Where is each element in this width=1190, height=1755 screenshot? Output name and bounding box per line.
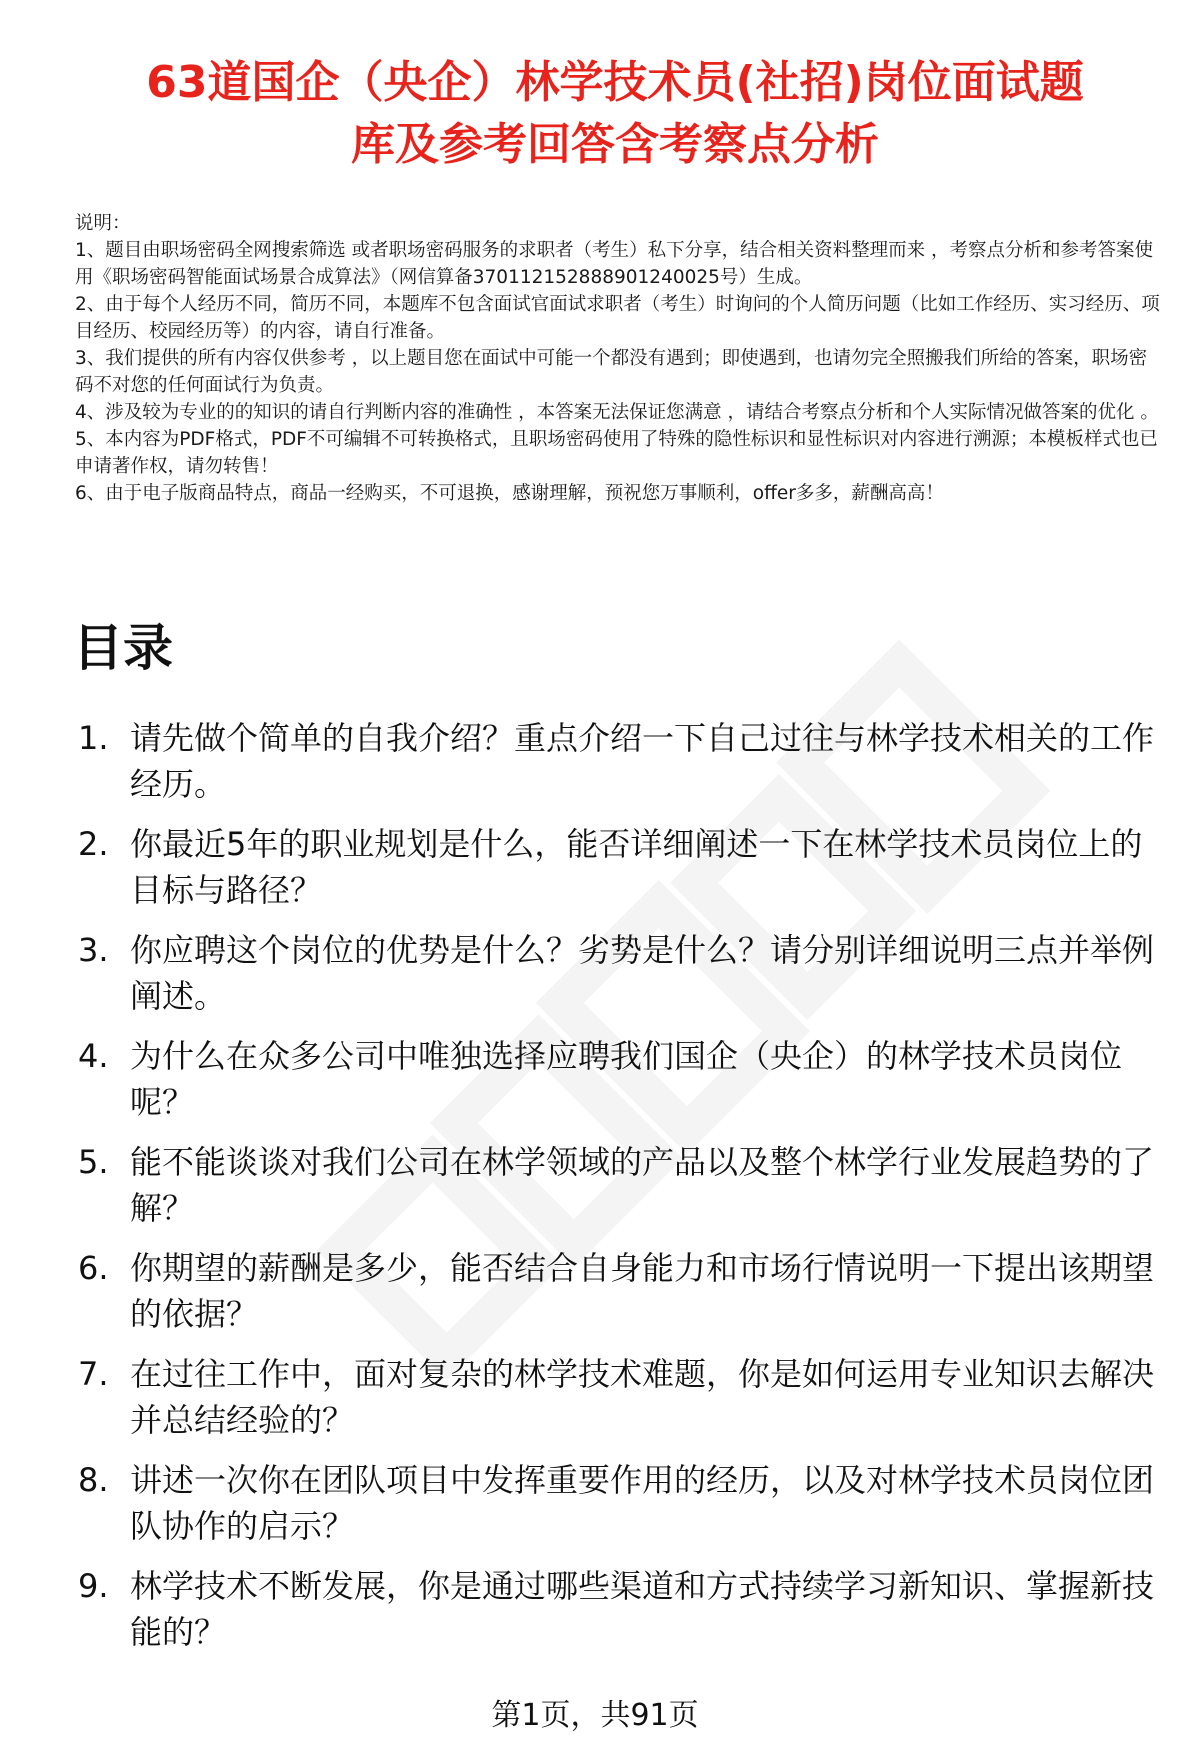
toc-item[interactable] <box>78 1139 1168 1231</box>
page-number: 第1页，共91页 <box>491 1698 699 1733</box>
toc-item-text: 讲述一次你在团队项目中发挥重要作用的经历，以及对林学技术员岗位团队协作的启示？ <box>130 1461 1155 1545</box>
toc-item-number: 2. <box>78 825 109 863</box>
toc-item[interactable] <box>78 1457 1168 1549</box>
note-item: 4、涉及较为专业的的知识的请自行判断内容的准确性 ，本答案无法保证您满意 ，请结合考察点分析和个人实际情况做答案的优化 。 <box>75 402 1159 423</box>
title-line-2: 库及参考回答含考察点分析 <box>351 119 879 170</box>
note-item: 5、本内容为PDF格式，PDF不可编辑不可转换格式，且职场密码使用了特殊的隐性标识和显性标识对内容进行溯源；本模板样式也已申请著作权，请勿转售！ <box>75 429 1158 477</box>
toc-item[interactable] <box>78 715 1168 807</box>
note-item: 3、我们提供的所有内容仅供参考 ，以上题目您在面试中可能一个都没有遇到；即使遇到，也请勿完全照搬我们所给的答案，职场密码不对您的任何面试行为负责。 <box>75 348 1148 396</box>
document-title <box>60 52 1170 176</box>
toc-list <box>78 715 1168 1669</box>
toc-item[interactable] <box>78 821 1168 913</box>
toc-item-number: 7. <box>78 1355 109 1393</box>
toc-item-text: 能不能谈谈对我们公司在林学领域的产品以及整个林学行业发展趋势的了解？ <box>130 1143 1155 1227</box>
toc-heading: 目录 <box>73 619 173 677</box>
toc-item[interactable] <box>78 927 1168 1019</box>
notes-section <box>75 210 1160 507</box>
toc-item-text: 林学技术不断发展，你是通过哪些渠道和方式持续学习新知识、掌握新技能的？ <box>130 1567 1155 1651</box>
toc-item-text: 请先做个简单的自我介绍？重点介绍一下自己过往与林学技术相关的工作经历。 <box>130 719 1155 803</box>
toc-item[interactable] <box>78 1563 1168 1655</box>
toc-item-text: 你期望的薪酬是多少，能否结合自身能力和市场行情说明一下提出该期望的依据？ <box>130 1249 1155 1333</box>
toc-item-number: 5. <box>78 1143 109 1181</box>
toc-item-number: 6. <box>78 1249 109 1287</box>
toc-item-number: 3. <box>78 931 109 969</box>
note-item: 1、题目由职场密码全网搜索筛选 或者职场密码服务的求职者（考生）私下分享，结合相关资料整理而来 ，考察点分析和参考答案使用《职场密码智能面试场景合成算法》（网信算备370112152888901240025号）生成。 <box>75 240 1154 288</box>
toc-item-text: 你最近5年的职业规划是什么，能否详细阐述一下在林学技术员岗位上的目标与路径？ <box>130 825 1143 909</box>
toc-item-text: 你应聘这个岗位的优势是什么？劣势是什么？请分别详细说明三点并举例阐述。 <box>130 931 1155 1015</box>
title-line-1: 63道国企（央企）林学技术员(社招)岗位面试题 <box>146 57 1084 108</box>
toc-item-number: 8. <box>78 1461 109 1499</box>
toc-item-text: 在过往工作中，面对复杂的林学技术难题，你是如何运用专业知识去解决并总结经验的？ <box>130 1355 1155 1439</box>
toc-item[interactable] <box>78 1351 1168 1443</box>
note-item: 6、由于电子版商品特点，商品一经购买，不可退换，感谢理解，预祝您万事顺利，offer多多，薪酬高高！ <box>75 483 944 504</box>
notes-heading: 说明： <box>75 213 131 234</box>
toc-item-text: 为什么在众多公司中唯独选择应聘我们国企（央企）的林学技术员岗位呢？ <box>130 1037 1123 1121</box>
note-item: 2、由于每个人经历不同，简历不同，本题库不包含面试官面试求职者（考生）时询问的个人简历问题（比如工作经历、实习经历、项目经历、校园经历等）的内容，请自行准备。 <box>75 294 1160 342</box>
toc-item-number: 9. <box>78 1567 109 1605</box>
toc-item-number: 1. <box>78 719 109 757</box>
toc-item[interactable] <box>78 1033 1168 1125</box>
toc-item-number: 4. <box>78 1037 109 1075</box>
toc-item[interactable] <box>78 1245 1168 1337</box>
